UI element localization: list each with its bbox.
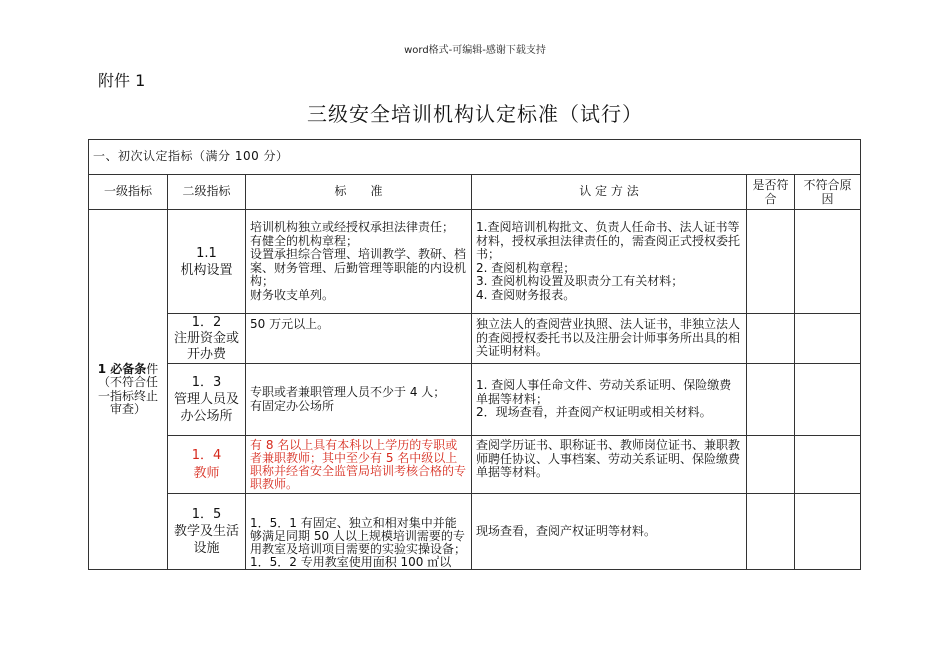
col-header-compliant-label: 是否符合	[752, 178, 789, 206]
section-title: 一、初次认定指标（满分 100 分）	[89, 140, 861, 175]
level2-cell: 1．5 教学及生活设施	[168, 494, 246, 570]
attachment-label: 附件 1	[98, 71, 146, 90]
level2-cell: 1．2 注册资金或开办费	[168, 314, 246, 364]
standard-cell: 50 万元以上。	[246, 314, 472, 364]
reason-cell[interactable]	[795, 314, 861, 364]
compliant-cell[interactable]	[747, 494, 795, 570]
method-cell: 1.查阅培训机构批文、负责人任命书、法人证书等材料，授权承担法律责任的，需查阅正式授权委托书； 2. 查阅机构章程； 3. 查阅机构设置及职责分工有关材料； 4. 查阅财务报表。	[472, 210, 747, 314]
header-note: word格式-可编辑-感谢下载支持	[404, 45, 546, 56]
table-row	[89, 494, 861, 570]
col-header-compliant	[747, 175, 795, 210]
standards-table	[88, 139, 861, 570]
level1-title: 1 必备条	[97, 361, 147, 376]
table-row	[89, 364, 861, 436]
col-header-level1: 一级指标	[89, 175, 168, 210]
standard-cell: 培训机构独立或经授权承担法律责任； 有健全的机构章程； 设置承担综合管理、培训教学、教研、档案、财务管理、后勤管理等职能的内设机构； 财务收支单列。	[246, 210, 472, 314]
col-header-standard: 标 准	[246, 175, 472, 210]
standard-cell	[246, 494, 472, 570]
reason-cell[interactable]	[795, 364, 861, 436]
level1-cell	[89, 210, 168, 570]
method-cell: 1. 查阅人事任命文件、劳动关系证明、保险缴费单据等材料； 2．现场查看，并查阅产权证明或相关材料。	[472, 364, 747, 436]
col-header-reason	[795, 175, 861, 210]
reason-cell[interactable]	[795, 494, 861, 570]
compliant-cell[interactable]	[747, 436, 795, 494]
table-row	[89, 314, 861, 364]
table-row	[89, 210, 861, 314]
compliant-cell[interactable]	[747, 314, 795, 364]
level1-note: 件（不符合任一指标终止审查）	[97, 361, 159, 416]
level2-cell: 1.1 机构设置	[168, 210, 246, 314]
document-title: 三级安全培训机构认定标准（试行）	[307, 102, 643, 126]
standard-text: 1．5．1 有固定、独立和相对集中并能够满足同期 50 人以上规模培训需要的专用教室及培训项目需要的实验实操设备； 1．5．2 专用教室使用面积 100 ㎡以	[250, 515, 467, 569]
reason-cell[interactable]	[795, 436, 861, 494]
level2-cell: 1．3 管理人员及办公场所	[168, 364, 246, 436]
col-header-method: 认 定 方 法	[472, 175, 747, 210]
level2-cell: 1．4 教师	[168, 436, 246, 494]
method-cell: 查阅学历证书、职称证书、教师岗位证书、兼职教师聘任协议、人事档案、劳动关系证明、保险缴费单据等材料。	[472, 436, 747, 494]
table-header-row	[89, 175, 861, 210]
standard-cell: 有 8 名以上具有本科以上学历的专职或者兼职教师；其中至少有 5 名中级以上职称并经省安全监管局培训考核合格的专职教师。	[246, 436, 472, 494]
col-header-reason-label: 不符合原因	[803, 178, 852, 206]
method-cell: 现场查看，查阅产权证明等材料。	[472, 494, 747, 570]
col-header-level2: 二级指标	[168, 175, 246, 210]
method-cell: 独立法人的查阅营业执照、法人证书，非独立法人的查阅授权委托书以及注册会计师事务所出具的相关证明材料。	[472, 314, 747, 364]
compliant-cell[interactable]	[747, 364, 795, 436]
compliant-cell[interactable]	[747, 210, 795, 314]
standard-cell: 专职或者兼职管理人员不少于 4 人； 有固定办公场所	[246, 364, 472, 436]
table-row	[89, 436, 861, 494]
reason-cell[interactable]	[795, 210, 861, 314]
